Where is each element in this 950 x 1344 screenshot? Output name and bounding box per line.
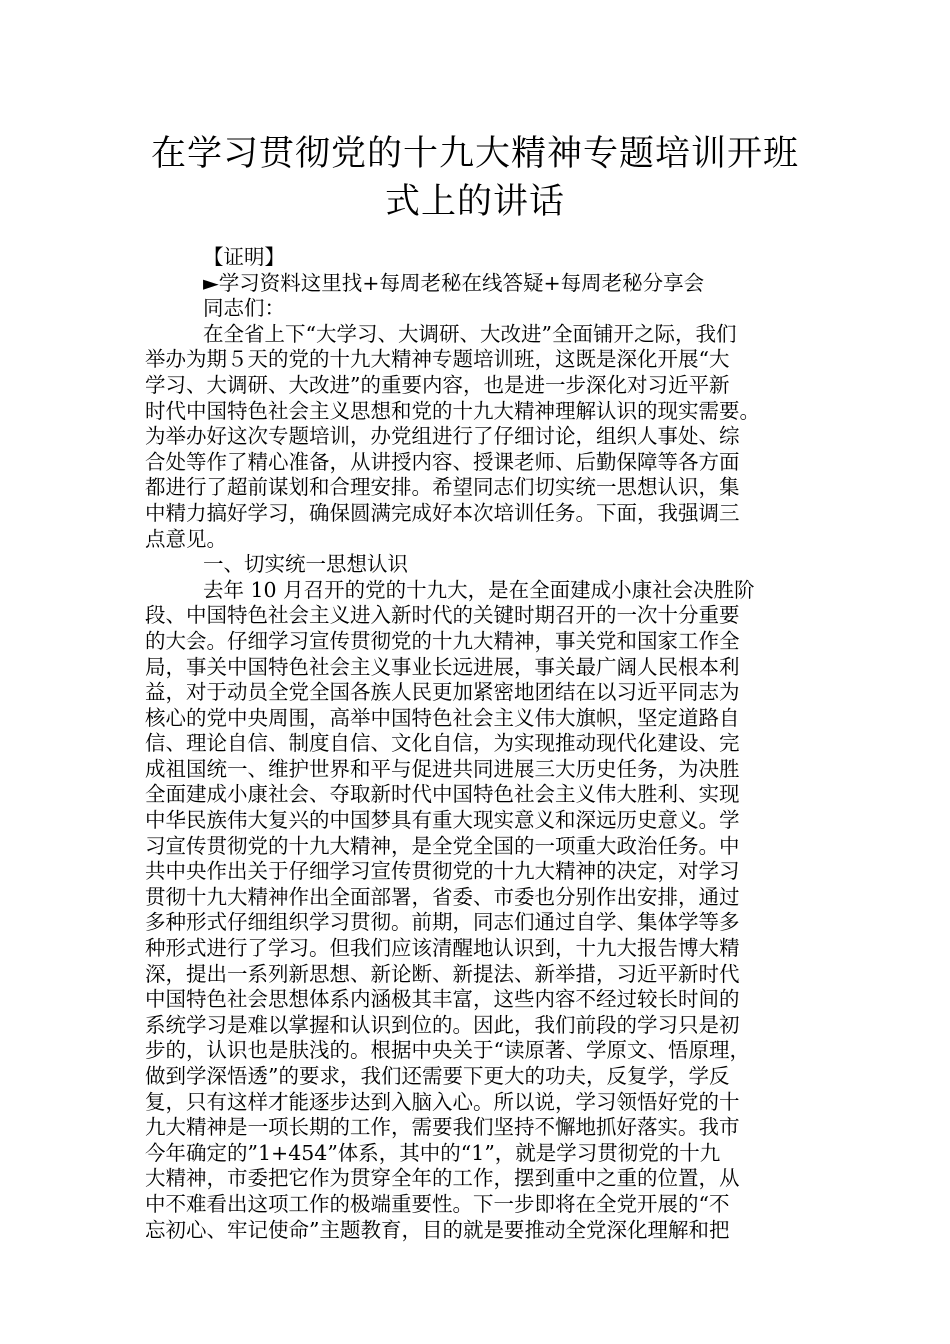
body-line: 成祖国统一、维护世界和平与促进共同进展三大历史任务，为决胜 (145, 756, 740, 781)
body-line: 学习、大调研、大改进”的重要内容，也是进一步深化对习近平新 (145, 372, 730, 397)
body-line: 在全省上下“大学习、大调研、大改进”全面铺开之际，我们 (203, 321, 737, 346)
body-line: 大精神，市委把它作为贯穿全年的工作，摆到重中之重的位置，从 (145, 1166, 740, 1191)
body-line: 全面建成小康社会、夺取新时代中国特色社会主义伟大胜利、实现 (145, 782, 740, 807)
body-line: 系统学习是难以掌握和认识到位的。因此，我们前段的学习只是初 (145, 1012, 740, 1037)
body-line: 中国特色社会思想体系内涵极其丰富，这些内容不经过较长时间的 (145, 987, 740, 1012)
body-line: 贯彻十九大精神作出全面部署，省委、市委也分别作出安排，通过 (145, 884, 740, 909)
body-line: 核心的党中央周围，高举中国特色社会主义伟大旗帜，坚定道路自 (145, 705, 740, 730)
body-line: 局，事关中国特色社会主义事业长远进展，事关最广阔人民根本利 (145, 654, 740, 679)
body-line: 合处等作了精心准备，从讲授内容、授课老师、后勤保障等各方面 (145, 449, 740, 474)
body-line: 共中央作出关于仔细学习宣传贯彻党的十九大精神的决定，对学习 (145, 859, 740, 884)
body-line: 信、理论自信、制度自信、文化自信，为实现推动现代化建设、完 (145, 731, 740, 756)
document-title-line-2: 式上的讲话 (384, 182, 565, 222)
body-line: 中不难看出这项工作的极端重要性。下一步即将在全党开展的“不 (145, 1191, 730, 1216)
body-line: 深，提出一系列新思想、新论断、新提法、新举措，习近平新时代 (145, 961, 740, 986)
body-line: 复，只有这样才能逐步达到入脑入心。所以说，学习领悟好党的十 (145, 1089, 740, 1114)
body-line: 一、切实统一思想认识 (203, 552, 408, 577)
notice-label: 【证明】 (203, 245, 285, 269)
body-line: 都进行了超前谋划和合理安排。希望同志们切实统一思想认识，集 (145, 475, 740, 500)
body-line: 今年确定的”1+454”体系，其中的“1”，就是学习贯彻党的十九 (145, 1140, 721, 1165)
body-line: 点意见。 (145, 526, 227, 551)
body-line: 种形式进行了学习。但我们应该清醒地认识到，十九大报告博大精 (145, 936, 740, 961)
body-line: 步的，认识也是肤浅的。根据中央关于“读原著、学原文、悟原理， (145, 1038, 750, 1063)
body-line: 为举办好这次专题培训，办党组进行了仔细讨论，组织人事处、综 (145, 424, 740, 449)
salutation: 同志们： (203, 296, 285, 321)
body-line: 时代中国特色社会主义思想和党的十九大精神理解认识的现实需要。 (145, 398, 760, 423)
body-line: 益，对于动员全党全国各族人民更加紧密地团结在以习近平同志为 (145, 680, 740, 705)
body-line: 中华民族伟大复兴的中国梦具有重大现实意义和深远历史意义。学 (145, 808, 740, 833)
body-line: 举办为期５天的党的十九大精神专题培训班，这既是深化开展“大 (145, 347, 730, 372)
body-line: 中精力搞好学习，确保圆满完成好本次培训任务。下面，我强调三 (145, 500, 740, 525)
body-line: 做到学深悟透”的要求，我们还需要下更大的功夫，反复学，学反 (145, 1064, 730, 1088)
body-line: 的大会。仔细学习宣传贯彻党的十九大精神，事关党和国家工作全 (145, 628, 740, 653)
body-line: 多种形式仔细组织学习贯彻。前期，同志们通过自学、集体学等多 (145, 910, 740, 935)
document-body (145, 245, 810, 1243)
body-line: 去年 10 月召开的党的十九大，是在全面建成小康社会决胜阶 (203, 577, 755, 602)
body-line: 段、中国特色社会主义进入新时代的关键时期召开的一次十分重要 (145, 603, 740, 628)
document-title-line-1: 在学习贯彻党的十九大精神专题培训开班 (150, 134, 799, 174)
body-line: 九大精神是一项长期的工作，需要我们坚持不懈地抓好落实。我市 (145, 1115, 740, 1140)
resource-links[interactable]: ►学习资料这里找+每周老秘在线答疑+每周老秘分享会 (203, 270, 705, 295)
paragraph-lines (145, 322, 810, 1243)
body-line: 习宣传贯彻党的十九大精神，是全党全国的一项重大政治任务。中 (145, 833, 740, 858)
body-line: 忘初心、牢记使命”主题教育，目的就是要推动全党深化理解和把 (145, 1217, 730, 1242)
